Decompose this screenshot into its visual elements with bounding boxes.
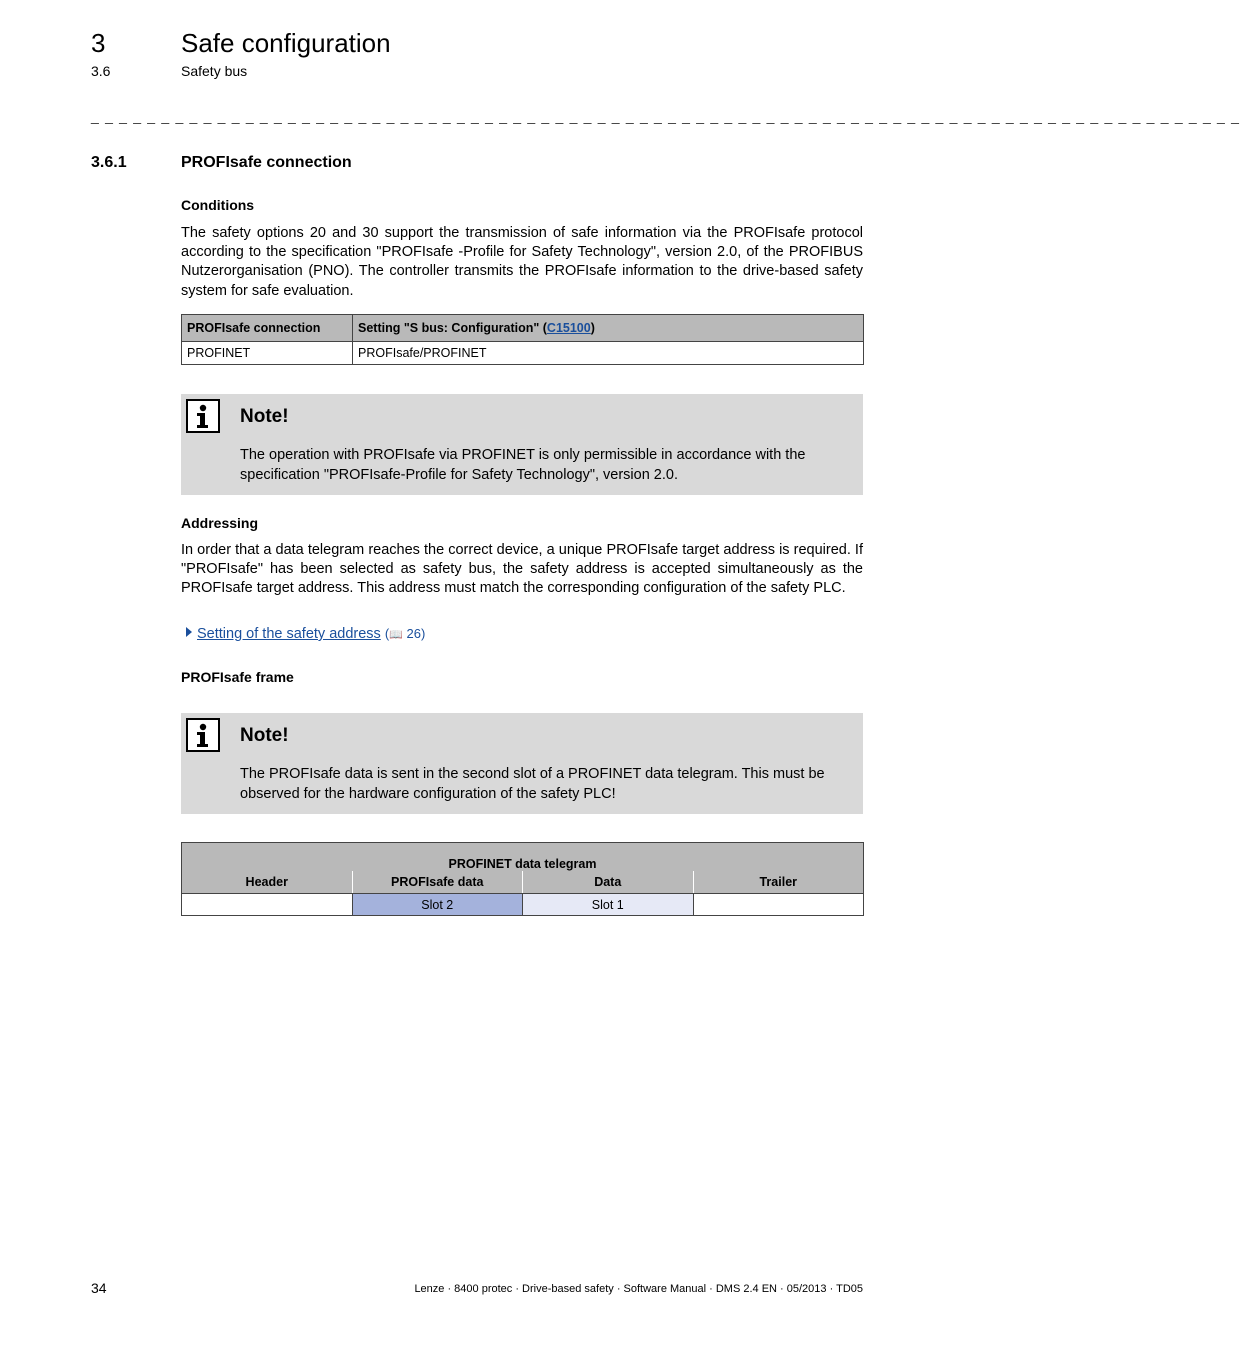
conditions-heading: Conditions	[181, 197, 255, 213]
section-number: 3.6	[91, 63, 111, 79]
section-title: Safety bus	[181, 63, 248, 79]
col2-header-suffix: )	[590, 321, 595, 335]
col-trailer: Trailer	[693, 871, 864, 894]
cell-header	[182, 894, 353, 916]
cell-trailer	[693, 894, 864, 916]
book-icon: 📖	[389, 629, 403, 641]
telegram-caption-row	[182, 843, 864, 872]
cell-slot-2: Slot 2	[352, 894, 523, 916]
info-icon	[186, 718, 220, 752]
subsection-number: 3.6.1	[91, 154, 127, 171]
page-number: 34	[91, 1280, 107, 1296]
safety-address-link[interactable]: Setting of the safety address	[197, 626, 381, 642]
frame-heading: PROFIsafe frame	[181, 669, 294, 685]
safety-address-xref[interactable]	[186, 626, 425, 642]
arrow-right-icon	[186, 627, 192, 637]
note-heading-1: Note!	[240, 406, 289, 427]
addressing-paragraph: In order that a data telegram reaches the correct device, a unique PROFIsafe target address is required. If "PROFIsafe" has been selected as safety bus, the safety address is accepted simultaneously as the PROFIsafe target address. This address must match the corresponding configuration of the safety PLC.	[181, 542, 863, 597]
col2-header-prefix: Setting "S bus: Configuration" (	[358, 321, 547, 335]
page-ref-number: 26	[406, 626, 421, 641]
note-text-2: The PROFIsafe data is sent in the second slot of a PROFINET data telegram. This must be observed for the hardware configuration of the safety PLC!	[240, 766, 825, 802]
info-icon	[186, 399, 220, 433]
connection-table-cell-2: PROFIsafe/PROFINET	[353, 342, 864, 365]
note-box-1	[181, 394, 863, 495]
cell-slot-1: Slot 1	[523, 894, 694, 916]
page-reference[interactable]	[385, 626, 425, 641]
telegram-column-headers	[182, 871, 864, 894]
connection-table-col2-header	[353, 315, 864, 342]
connection-table	[181, 314, 864, 365]
footer-text: Lenze · 8400 protec · Drive-based safety · Software Manual · DMS 2.4 EN · 05/2013 · TD05	[414, 1283, 863, 1295]
col-data: Data	[523, 871, 694, 894]
chapter-title: Safe configuration	[181, 28, 391, 58]
connection-table-cell-1: PROFINET	[182, 342, 353, 365]
page-ref-close: )	[420, 626, 426, 641]
addressing-heading: Addressing	[181, 515, 259, 531]
connection-table-header	[182, 315, 864, 342]
note-heading-2: Note!	[240, 725, 289, 746]
conditions-paragraph: The safety options 20 and 30 support the transmission of safe information via the PROFIsafe protocol according to the specification "PROFIsafe -Profile for Safety Technology", version 2.0, of the PROFIBUS Nutzerorganisation (PNO). The controller transmits the PROFIsafe information to the drive-based safety system for safe evaluation.	[181, 225, 863, 299]
col-profisafe-data: PROFIsafe data	[352, 871, 523, 894]
col-header: Header	[182, 871, 353, 894]
connection-table-col1-header: PROFIsafe connection	[182, 315, 353, 342]
page-ref-open: (	[384, 626, 390, 641]
table-row	[182, 342, 864, 365]
telegram-caption: PROFINET data telegram	[182, 843, 864, 872]
chapter-number: 3	[91, 28, 106, 58]
note-text-1: The operation with PROFIsafe via PROFINET is only permissible in accordance with the specification "PROFIsafe-Profile for Safety Technology", version 2.0.	[240, 447, 806, 483]
subsection-title: PROFIsafe connection	[181, 154, 352, 171]
telegram-table	[181, 842, 864, 916]
note-box-2	[181, 713, 863, 814]
header-separator: _ _ _ _ _ _ _ _ _ _ _ _ _ _ _ _ _ _ _ _ _ _ _ _ _ _ _ _ _ _ _ _ _ _ _ _ _ _ _ _ _ _ _ _ _ _ _ _ _ _ _ _ _ _ _ _ _ _ _ _ _ _ _ _ _ _ _ _ _ _ _ _ _ _ _ _ _ _ _ _ _ _	[91, 108, 1240, 124]
c15100-link[interactable]: C15100	[546, 321, 591, 335]
table-row	[182, 894, 864, 916]
